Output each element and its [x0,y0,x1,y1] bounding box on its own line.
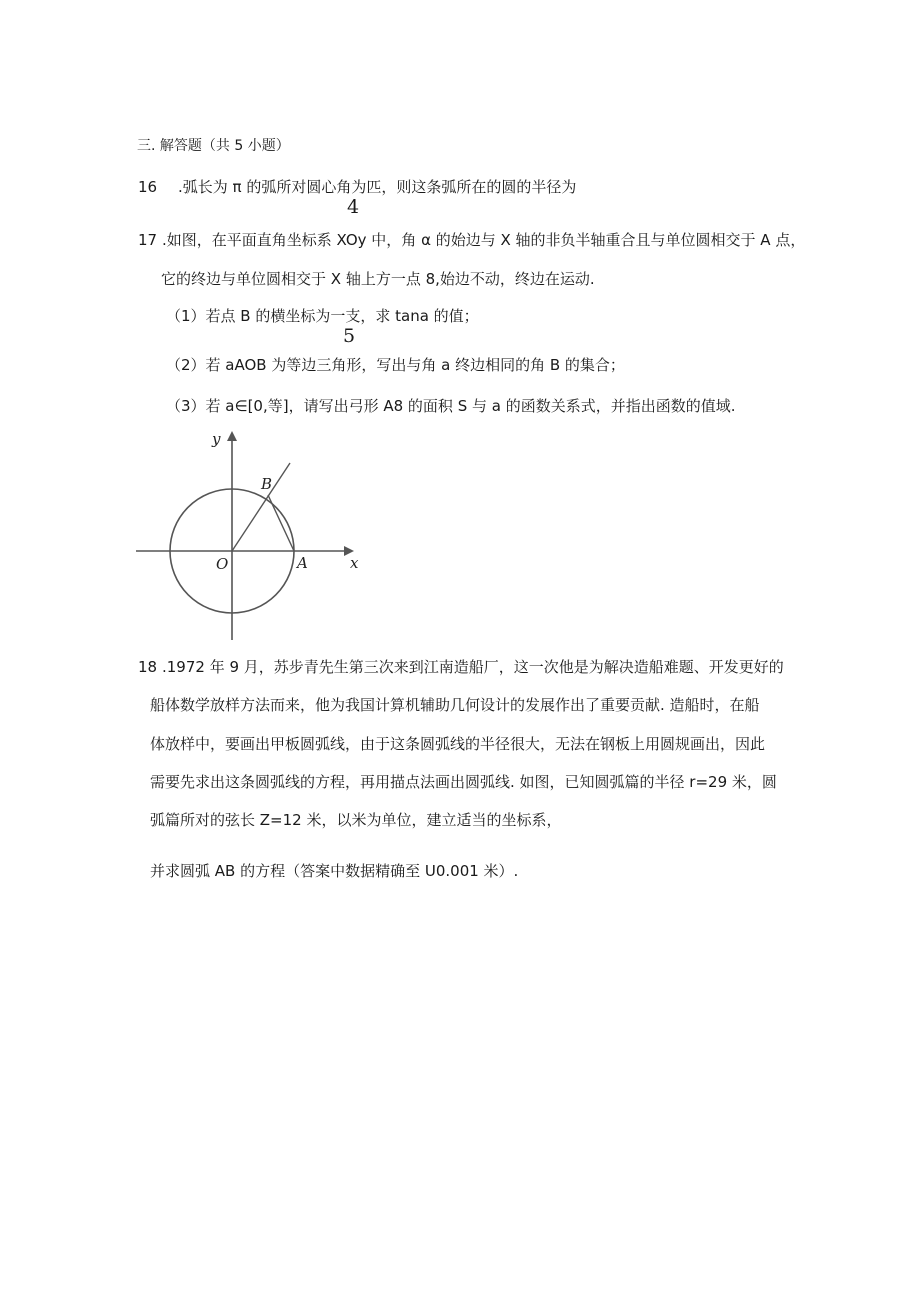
fraction-denominator: 4 [347,196,360,218]
sub-question-2: （2）若 aAOB 为等边三角形，写出与角 a 终边相同的角 B 的集合； [166,356,625,374]
sub-question-3: （3）若 a∈[0,等]，请写出弓形 A8 的面积 S 与 a 的函数关系式，并指出函数的值域. [166,397,736,415]
y-axis-arrow-icon [227,431,237,441]
question-text-line-5: 弧篇所对的弦长 Z=12 米，以米为单位，建立适当的坐标系， [150,811,562,829]
question-text-line-2: 它的终边与单位圆相交于 X 轴上方一点 8,始边不动，终边在运动. [161,270,595,288]
label-b: B [261,475,273,493]
question-text: .弧长为 π 的弧所对圆心角为匹，则这条弧所在的圆的半径为 [178,178,577,196]
question-text-line-6: 并求圆弧 AB 的方程（答案中数据精确至 U0.001 米）. [150,862,519,880]
question-text-line-2: 船体数学放样方法而来，他为我国计算机辅助几何设计的发展作出了重要贡献. 造船时，在船 [150,696,760,714]
question-text-line-4: 需要先求出这条圆弧线的方程，再用描点法画出圆弧线. 如图，已知圆弧篇的半径 r=29 米，圆 [150,773,777,791]
section-heading: 三. 解答题（共 5 小题） [137,138,290,154]
sub-question-1: （1）若点 B 的横坐标为一支，求 tana 的值； [166,307,479,325]
question-number: 18 [138,658,158,676]
label-y: y [212,430,221,448]
label-a: A [297,554,308,572]
question-text-line-1: .1972 年 9 月，苏步青先生第三次来到江南造船厂，这一次他是为解决造船难题、开发更好的 [162,658,784,676]
fraction-denominator: 5 [343,325,356,347]
label-o: O [216,555,229,573]
question-text-line-1: .如图，在平面直角坐标系 XOy 中，角 α 的始边与 X 轴的非负半轴重合且与单位圆相交于 A 点， [162,231,806,249]
question-number: 16 [138,178,158,196]
unit-circle-figure [132,425,367,645]
question-text-line-3: 体放样中，要画出甲板圆弧线，由于这条圆弧线的半径很大，无法在钢板上用圆规画出，因此 [150,735,766,753]
label-x: x [350,554,359,572]
question-number: 17 [138,231,158,249]
chord-ba [268,495,294,551]
